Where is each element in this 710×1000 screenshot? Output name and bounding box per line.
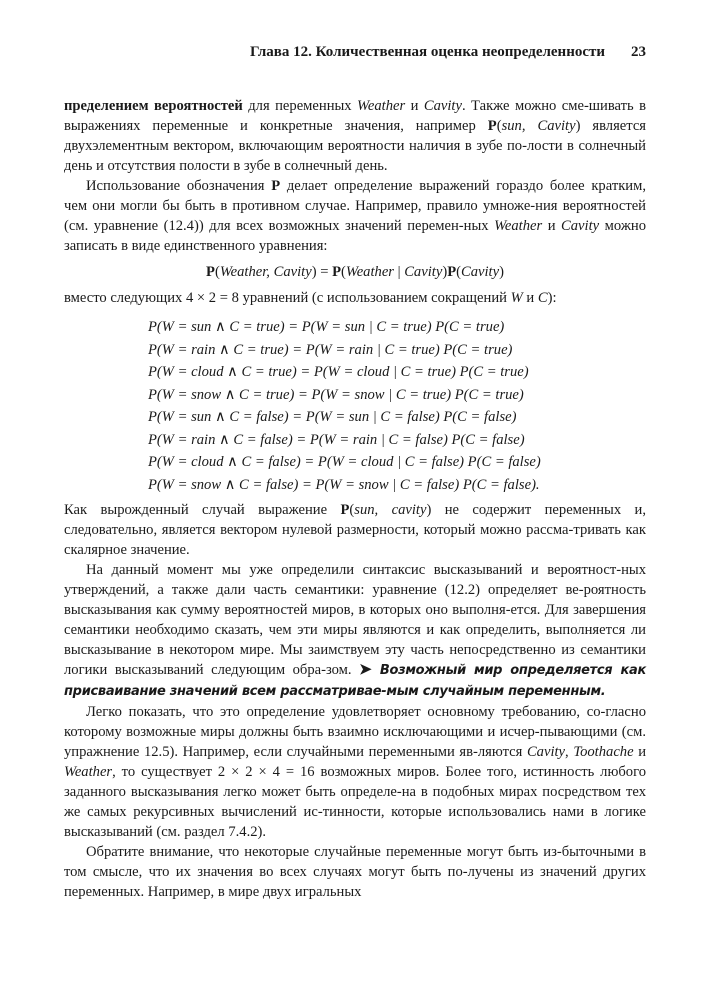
variable: Weather, Cavity: [219, 264, 312, 280]
equation-list: [148, 316, 646, 496]
bold-symbol: P: [332, 264, 341, 280]
variable: Weather: [64, 764, 113, 780]
text: ,: [565, 744, 574, 760]
equation-row: P(W = rain ∧ C = true) = P(W = rain | C = true) P(C = true): [148, 341, 513, 358]
variable: Cavity: [404, 264, 443, 280]
variable: Weather: [345, 264, 394, 280]
equation-row: P(W = sun ∧ C = false) = P(W = sun | C = false) P(C = false): [148, 409, 517, 425]
bold-term: пределением вероятностей: [64, 98, 243, 114]
text: ): [442, 264, 448, 280]
text: , то существует 2 × 2 × 4 = 16 возможных миров. Более того, истинность любого заданного высказывания легко может быть определе-на в подобных мирах посредством тех же самых рекурсивных вычислений ис-тинности, которые использовались нами в логике высказываний (см. раздел 7.4.2).: [64, 764, 646, 840]
bold-symbol: P: [447, 264, 457, 280]
text: для переменных: [242, 98, 358, 114]
equation-row: P(W = snow ∧ C = true) = P(W = snow | C = true) P(C = true): [148, 386, 524, 403]
text: Как вырожденный случай выражение: [64, 502, 341, 518]
text: ) не содержит переменных и, следовательно, является вектором нулевой размерности, который можно рассма-тривать как скалярное значение.: [64, 502, 646, 558]
text: Обратите внимание, что некоторые случайные переменные могут быть из-быточными в том смысле, что их значения во всех случаях могут быть по-лучены из значений других переменных. Например, в мире двух игральных: [64, 844, 646, 900]
chapter-title: Глава 12. Количественная оценка неопределенности: [250, 44, 605, 60]
text: (: [349, 502, 355, 518]
variable: Cavity: [561, 218, 600, 234]
text: Легко показать, что это определение удовлетворяет основному требованию, со-гласно которому возможные миры должны быть взаимно исключающими и исчер-пывающими (см. упражнение 12.5). Например, если случайными переменными яв-ляются: [64, 704, 646, 760]
paragraph-2: [64, 176, 646, 256]
text: ) является двухэлементным вектором, включающим вероятности наличия в зубе по-лости в солнечный день и отсутствия полости в зубе в солнечный день.: [64, 118, 647, 174]
equation-row: P(W = rain ∧ C = false) = P(W = rain | C = false) P(C = false): [148, 431, 525, 448]
paragraph-6: [64, 702, 646, 842]
variable: C: [537, 290, 548, 306]
text: . Также можно сме-шивать в выражениях переменные и конкретные значения, например: [64, 98, 647, 134]
text: и: [542, 218, 562, 234]
equation-row: P(W = snow ∧ C = false) = P(W = snow | C = false) P(C = false).: [148, 476, 540, 493]
book-page: [64, 44, 646, 902]
equation-row: P(W = sun ∧ C = true) = P(W = sun | C = true) P(C = true): [148, 319, 505, 335]
variable: Cavity: [423, 98, 462, 114]
running-header: [64, 44, 646, 66]
main-equation: P(Weather, Cavity) = P(Weather | Cavity)P(Cavity): [206, 264, 504, 280]
text: и: [522, 290, 538, 306]
bold-symbol: P: [206, 264, 215, 280]
text: Использование обозначения: [86, 178, 272, 194]
key-note: Возможный мир определяется как присваивание значений всем рассматривае-мым случайным переменным.: [64, 663, 646, 699]
paragraph-1: [64, 96, 646, 176]
text: ):: [547, 290, 557, 306]
text: делает определение выражений гораздо более кратким, чем они могли бы быть в противном случае. Например, правило умноже-ния вероятностей (см. уравнение (12.4)) для всех возможных значений перемен-ных: [64, 178, 646, 234]
variable: Weather: [494, 218, 543, 234]
variable: Weather: [357, 98, 406, 114]
variable: sun, cavity: [354, 502, 427, 518]
text: вместо следующих 4 × 2 = 8 уравнений (с использованием сокращений: [64, 290, 511, 306]
text: На данный момент мы уже определили синтаксис высказываний и вероятност-ных утверждений, а также дали часть семантики: уравнение (12.2) определяет ве-роятность высказывания как сумму вероятностей миров, в которых оно выполня-ется. Для завершения семантики необходимо сказать, чем эти миры являются и как определить, выполняется ли высказывание в некотором мире. Мы заимствуем эту часть непосредственно из семантики логики высказываний следующим обра-зом.: [64, 562, 646, 678]
text: |: [393, 264, 405, 280]
variable: sun, Cavity: [501, 118, 576, 134]
variable: Cavity: [526, 744, 566, 760]
text: можно записать в виде единственного уравнения:: [64, 218, 647, 254]
bold-symbol: P: [340, 502, 350, 518]
paragraph-5: [64, 560, 646, 702]
page-number: 23: [631, 44, 646, 60]
text: и: [633, 744, 647, 760]
paragraph-4: [64, 500, 646, 560]
paragraph-3: [64, 288, 646, 308]
paragraph-7: [64, 842, 646, 902]
arrow-icon: ➤: [359, 662, 372, 678]
text: (: [496, 118, 502, 134]
variable: Toothache: [573, 744, 634, 760]
equation-row: P(W = cloud ∧ C = true) = P(W = cloud | C = true) P(C = true): [148, 364, 529, 380]
variable: W: [510, 290, 523, 306]
variable: Cavity: [460, 264, 500, 280]
bold-symbol: P: [487, 118, 497, 134]
equation-row: P(W = cloud ∧ C = false) = P(W = cloud | C = false) P(C = false): [148, 454, 541, 470]
text: ) =: [311, 264, 333, 280]
text: и: [405, 98, 424, 114]
bold-symbol: P: [271, 178, 281, 194]
